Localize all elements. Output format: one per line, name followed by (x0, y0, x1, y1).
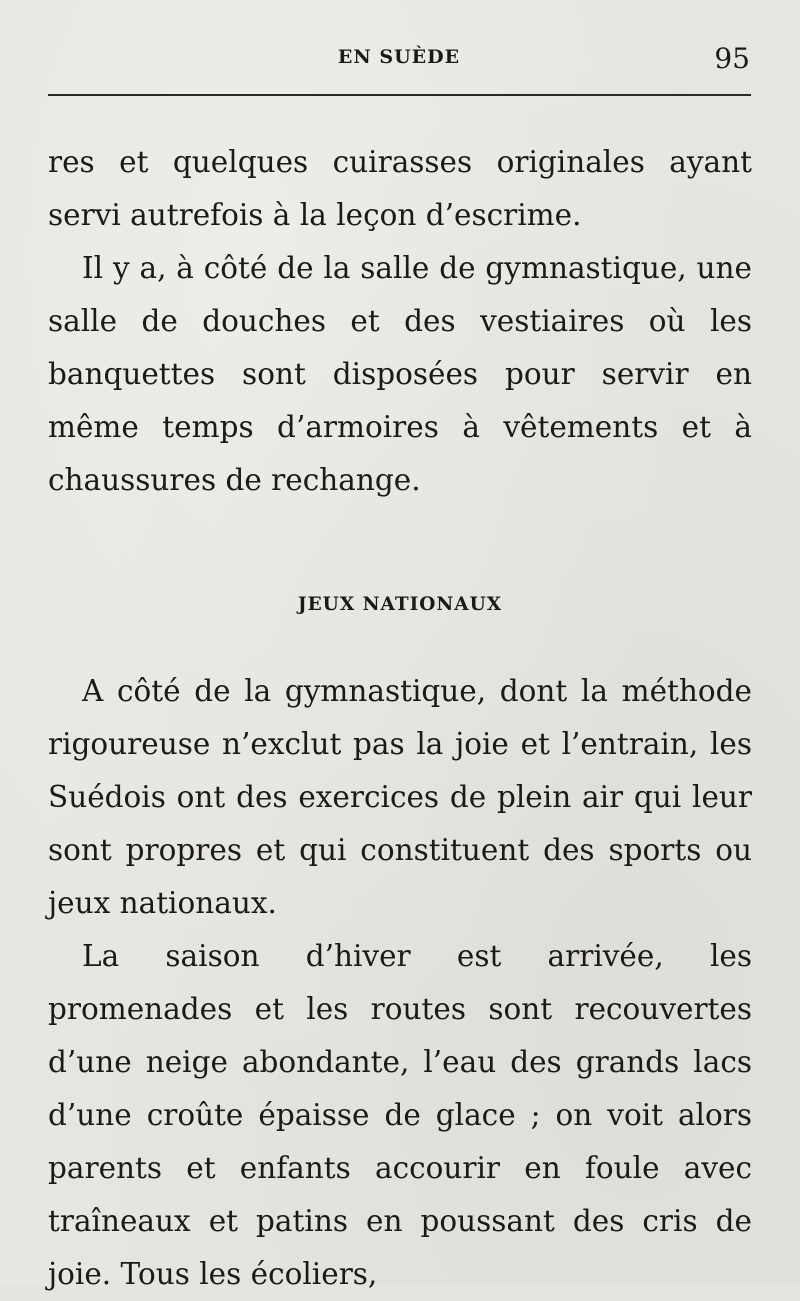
paragraph: A côté de la gymnastique, dont la méthode rigoureuse n’exclut pas la joie et l’entrain, les Suédois ont des exercices de plein air qui leur sont propres et qui constituent des sports ou jeux nationaux. (48, 674, 752, 920)
paragraph: Il y a, à côté de la salle de gymnastique, une salle de douches et des vestiaires où les banquettes sont disposées pour servir en même temps d’armoires à vêtements et à chaussures de rechange. (48, 251, 752, 497)
text-block-continued (48, 136, 752, 507)
text-block-section (48, 665, 752, 1301)
page-number: 95 (714, 42, 750, 75)
running-header (48, 42, 750, 76)
section-heading: JEUX NATIONAUX (297, 594, 503, 615)
paragraph: La saison d’hiver est arrivée, les promenades et les routes sont recouvertes d’une neige abondante, l’eau des grands lacs d’une croûte épaisse de glace ; on voit alors parents et enfants accourir en foule avec traîneaux et patins en poussant des cris de joie. Tous les écoliers, (48, 939, 752, 1291)
paragraph-continuation: res et quelques cuirasses originales ayant servi autrefois à la leçon d’escrime. (48, 145, 752, 232)
header-rule (48, 94, 751, 96)
running-title: EN SUÈDE (337, 46, 461, 68)
